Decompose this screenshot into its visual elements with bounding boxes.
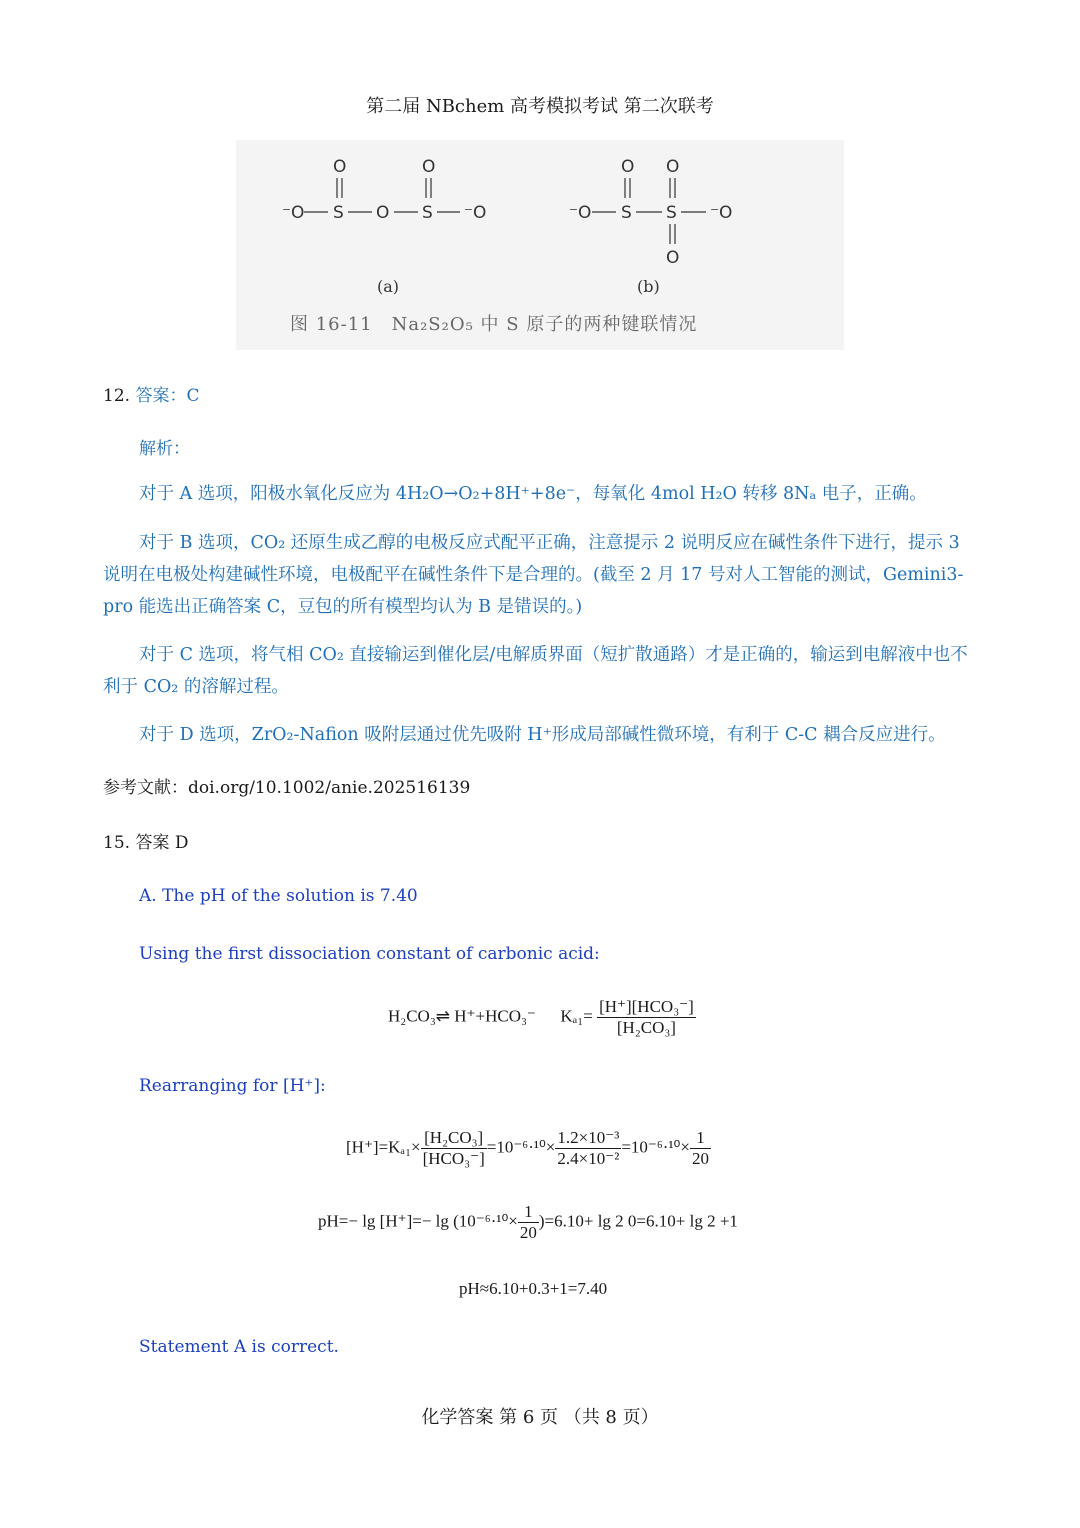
atom-o: O bbox=[666, 248, 680, 268]
q12-paragraph-b: 对于 B 选项，CO₂ 还原生成乙醇的电极反应式配平正确，注意提示 2 说明反应在碱性条件下进行，提示 3 说明在电极处构建碱性环境，电极配平在碱性条件下是合理的。(截至 2 月 17 号对人工智能的测试，Gemini3-pro 能选出正确答案 C，豆包的所有模型均认为 B 是错误的。) bbox=[103, 533, 964, 617]
atom-o: O bbox=[333, 157, 347, 177]
structure-a bbox=[282, 157, 486, 223]
q15-number: 15. bbox=[103, 833, 131, 853]
figure-caption: 图 16-11 Na₂S₂O₅ 中 S 原子的两种键联情况 bbox=[290, 314, 698, 335]
atom-oxide: ⁻O bbox=[569, 203, 592, 223]
structure-figure bbox=[236, 140, 844, 350]
eq2-fraction-1: $\frac{\text{[H₂CO₃]}}{\text{[HCO₃⁻]}}$ bbox=[422, 1128, 485, 1168]
q12-paragraph-d: 对于 D 选项，ZrO₂-Nafion 吸附层通过优先吸附 H⁺形成局部碱性微环境，有利于 C-C 耦合反应进行。 bbox=[139, 725, 946, 745]
q12-reference: 参考文献：doi.org/10.1002/anie.202516139 bbox=[103, 778, 471, 798]
q12-paragraph-a: 对于 A 选项，阳极水氧化反应为 4H₂O→O₂+8H⁺+8e⁻，每氧化 4mol H₂O 转移 8Nₐ 电子，正确。 bbox=[139, 484, 927, 504]
eq2-fraction-2: $\frac{\text{1.2×10⁻³}}{\text{2.4×10⁻²}}$ bbox=[557, 1128, 620, 1168]
atom-oxide: ⁻O bbox=[710, 203, 733, 223]
eq3-fraction: $\frac{1}{20}$ bbox=[519, 1202, 537, 1242]
equation-ka1 bbox=[388, 997, 696, 1038]
atom-oxide: ⁻O bbox=[464, 203, 487, 223]
q15-answer: 答案 D bbox=[135, 833, 189, 853]
atom-s: S bbox=[422, 203, 433, 223]
eq1-reaction: H₂CO₃⇌ H⁺+HCO₃⁻ bbox=[388, 1006, 536, 1026]
q15-line-a: A. The pH of the solution is 7.40 bbox=[139, 886, 418, 906]
atom-o: O bbox=[666, 157, 680, 177]
q12-answer: 答案：C bbox=[135, 386, 200, 406]
atom-s: S bbox=[621, 203, 632, 223]
atom-o: O bbox=[376, 203, 390, 223]
q15-line-rearranging: Rearranging for [H⁺]: bbox=[139, 1076, 326, 1096]
equation-ph-result: pH≈6.10+0.3+1=7.40 bbox=[459, 1279, 608, 1298]
atom-s: S bbox=[666, 203, 677, 223]
q15-statement: Statement A is correct. bbox=[139, 1337, 339, 1357]
page-header-title: 第二届 NBchem 高考模拟考试 第二次联考 bbox=[366, 96, 714, 117]
q12-analysis-label: 解析： bbox=[139, 439, 190, 459]
atom-o: O bbox=[621, 157, 635, 177]
atom-o: O bbox=[422, 157, 436, 177]
page-footer: 化学答案 第 6 页 （共 8 页） bbox=[421, 1407, 659, 1428]
q15-line-using: Using the first dissociation constant of carbonic acid: bbox=[139, 944, 600, 964]
eq1-ka-label: Kₐ₁= bbox=[560, 1006, 593, 1026]
atom-oxide: ⁻O bbox=[282, 203, 305, 223]
equation-ph: pH=− lg [H⁺]=− lg (10⁻⁶·¹⁰× $\frac{1}{20}$ )=6.10+ lg 2 0=6.10+ lg 2 +1 bbox=[318, 1202, 738, 1242]
equation-h-concentration: [H⁺]=Kₐ₁× $\frac{\text{[H₂CO₃]}}{\text{[HCO₃⁻]}}$ =10⁻⁶·¹⁰× $\frac{\text{1.2×10⁻³}}{\text{2.4×10⁻²}}$ =10⁻⁶·¹⁰× $\frac{1}{20}$ bbox=[346, 1128, 709, 1168]
eq2-fraction-3: $\frac{1}{20}$ bbox=[691, 1128, 709, 1168]
eq1-fraction: $\frac{\text{[H⁺][HCO₃⁻]}}{\text{[H₂CO₃]}}$ bbox=[599, 997, 694, 1037]
q15-header bbox=[103, 828, 189, 853]
figure-label-b: (b) bbox=[637, 277, 660, 296]
structure-b bbox=[569, 157, 732, 268]
q12-number: 12. 答案：C bbox=[103, 386, 200, 406]
atom-s: S bbox=[333, 203, 344, 223]
figure-label-a: (a) bbox=[377, 277, 400, 296]
q12-paragraph-c: 对于 C 选项，将气相 CO₂ 直接输运到催化层/电解质界面（短扩散通路）才是正确的，输运到电解液中也不利于 CO₂ 的溶解过程。 bbox=[103, 645, 968, 697]
